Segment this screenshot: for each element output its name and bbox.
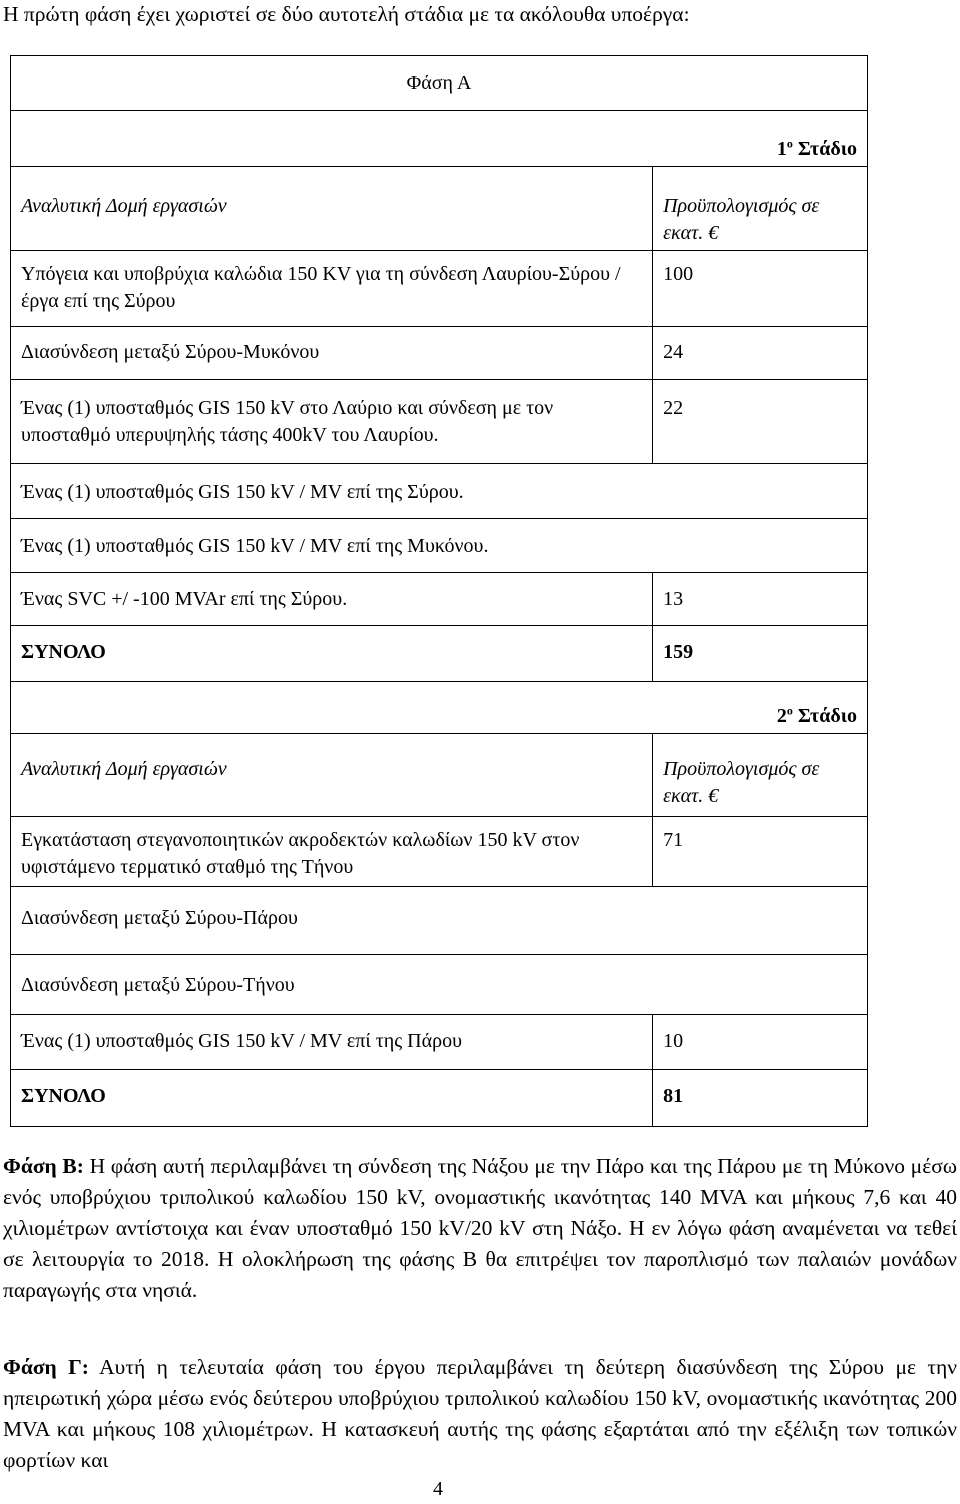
table-row — [11, 327, 868, 380]
row-budget: 24 — [653, 327, 868, 380]
phase-c-paragraph — [3, 1352, 957, 1476]
intro-text: Η πρώτη φάση έχει χωριστεί σε δύο αυτοτελή στάδια με τα ακόλουθα υποέργα: — [3, 2, 690, 26]
stage-2-heading — [11, 682, 868, 734]
phase-b-paragraph — [3, 1151, 957, 1306]
total-value: 81 — [653, 1070, 868, 1127]
row-work: Διασύνδεση μεταξύ Σύρου-Μυκόνου — [11, 327, 653, 380]
table-row — [11, 887, 868, 955]
stage-2-word: Στάδιο — [797, 705, 857, 727]
row-work: Ένας (1) υποσταθμός GIS 150 kV / MV επί της Σύρου. — [11, 464, 868, 519]
table-row — [11, 817, 868, 887]
row-work: Εγκατάσταση στεγανοποιητικών ακροδεκτών καλωδίων 150 kV στον υφιστάμενο τερματικό σταθμό της Τήνου — [11, 817, 653, 887]
stage-1-col-budget-header: Προϋπολογισμός σε εκατ. € — [653, 167, 868, 251]
page-number: 4 — [433, 1478, 443, 1500]
row-budget: 13 — [653, 573, 868, 626]
row-work: Ένας (1) υποσταθμός GIS 150 kV στο Λαύριο και σύνδεση με τον υποσταθμό υπερυψηλής τάσης 400kV του Λαυρίου. — [11, 380, 653, 464]
table-row — [11, 251, 868, 327]
stage-1-number: 1 — [776, 138, 787, 160]
total-row — [11, 626, 868, 682]
row-budget: 10 — [653, 1015, 868, 1070]
row-work: Ένας (1) υποσταθμός GIS 150 kV / MV επί της Μυκόνου. — [11, 519, 868, 573]
row-work: Ένας SVC +/ -100 MVAr επί της Σύρου. — [11, 573, 653, 626]
total-label: ΣΥΝΟΛΟ — [11, 1070, 653, 1127]
total-row — [11, 1070, 868, 1127]
total-value: 159 — [653, 626, 868, 682]
row-budget: 71 — [653, 817, 868, 887]
row-budget: 22 — [653, 380, 868, 464]
phase-a-table — [10, 55, 868, 1127]
row-work: Υπόγεια και υποβρύχια καλώδια 150 KV για τη σύνδεση Λαυρίου-Σύρου / έργα επί της Σύρου — [11, 251, 653, 327]
stage-1-heading — [11, 111, 868, 167]
table-row — [11, 464, 868, 519]
row-budget: 100 — [653, 251, 868, 327]
stage-1-col-work-header: Αναλυτική Δομή εργασιών — [11, 167, 653, 251]
stage-1-sup: ο — [786, 136, 793, 151]
table-row — [11, 519, 868, 573]
table-row — [11, 955, 868, 1015]
row-work: Διασύνδεση μεταξύ Σύρου-Πάρου — [11, 887, 868, 955]
table-row — [11, 1015, 868, 1070]
stage-2-number: 2 — [776, 705, 787, 727]
stage-1-word: Στάδιο — [797, 138, 857, 160]
phase-b-text: Η φάση αυτή περιλαμβάνει τη σύνδεση της Νάξου με την Πάρο και της Πάρου με τη Μύκονο μέσω ενός υποβρύχιου τριπολικού καλωδίου 150 kV, ονομαστικής ικανότητας 140 MVA και μήκους 7,6 και 40 χιλιομέτρων αντίστοιχα και έναν υποσταθμό 150 kV/20 kV στη Νάξο. Η εν λόγω φάση αναμένεται να τεθεί σε λειτουργία το 2018. Η ολοκλήρωση της φάσης Β θα επιτρέψει τον παροπλισμό των παλαιών μονάδων παραγωγής στα νησιά. — [3, 1154, 957, 1302]
table-title: Φάση Α — [11, 56, 868, 111]
phase-c-label: Φάση Γ: — [3, 1355, 89, 1379]
stage-2-col-work-header: Αναλυτική Δομή εργασιών — [11, 734, 653, 817]
table-row — [11, 380, 868, 464]
stage-2-sup: ο — [786, 703, 793, 718]
row-work: Διασύνδεση μεταξύ Σύρου-Τήνου — [11, 955, 868, 1015]
row-work: Ένας (1) υποσταθμός GIS 150 kV / MV επί της Πάρου — [11, 1015, 653, 1070]
total-label: ΣΥΝΟΛΟ — [11, 626, 653, 682]
table-row — [11, 573, 868, 626]
phase-b-label: Φάση Β: — [3, 1154, 84, 1178]
phase-c-text: Αυτή η τελευταία φάση του έργου περιλαμβάνει τη δεύτερη διασύνδεση της Σύρου με την ηπειρωτική χώρα μέσω ενός δεύτερου υποβρύχιου τριπολικού καλωδίου 150 kV, ονομαστικής ικανότητας 200 MVA και μήκους 108 χιλιομέτρων. Η κατασκευή αυτής της φάσης εξαρτάται από την εξέλιξη των τοπικών φορτίων και — [3, 1355, 957, 1472]
stage-2-col-budget-header: Προϋπολογισμός σε εκατ. € — [653, 734, 868, 817]
